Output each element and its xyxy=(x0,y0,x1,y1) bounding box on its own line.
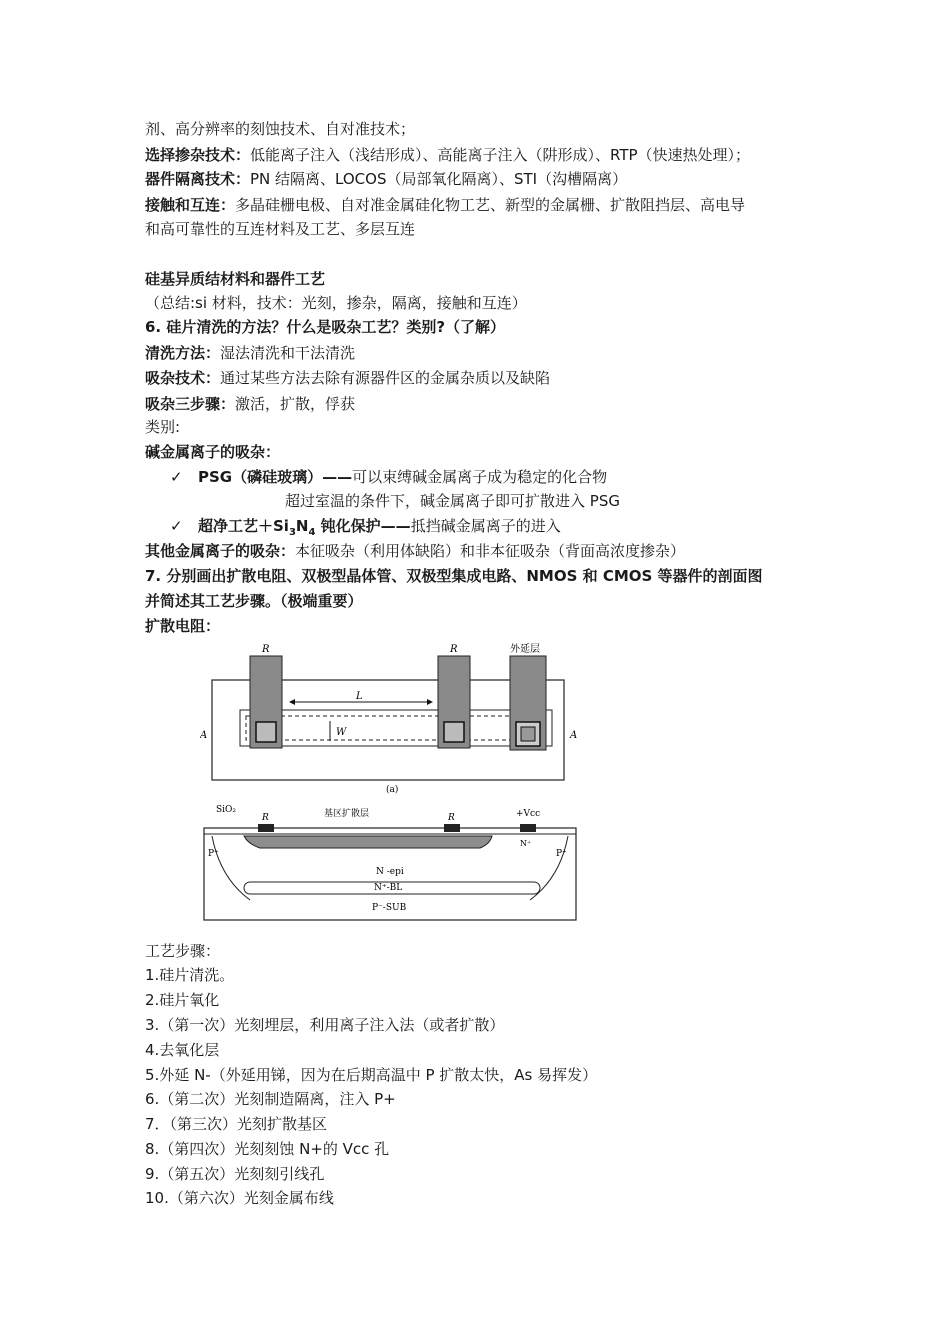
process-step-7: 7．（第三次）光刻扩散基区 xyxy=(145,1115,328,1133)
getter-text: 通过某些方法去除有源器件区的金属杂质以及缺陷 xyxy=(220,369,551,387)
contact-line xyxy=(145,194,745,216)
diffusion-dashed xyxy=(246,716,546,740)
isolation-line xyxy=(145,168,627,190)
r-label-right: R xyxy=(450,644,458,655)
clean-text: 湿法清洗和干法清洗 xyxy=(220,344,356,362)
process-step-3: 3.（第一次）光刻埋层，利用离子注入法（或者扩散） xyxy=(145,1016,505,1034)
a-label-left: A xyxy=(200,730,208,741)
process-step-10: 10.（第六次）光刻金属布线 xyxy=(145,1189,334,1207)
diffused-resistor-figure xyxy=(200,638,590,938)
check-icon: ✓ xyxy=(170,468,183,486)
sio2-label: SiO₂ xyxy=(216,805,237,815)
doping-label: 选择掺杂技术： xyxy=(145,146,251,164)
r-label-cs-right: R xyxy=(448,813,455,823)
process-step-9: 9.（第五次）光刻刻引线孔 xyxy=(145,1165,325,1183)
contact-hole-right xyxy=(444,722,464,742)
r-label-cs-left: R xyxy=(262,813,269,823)
other-line xyxy=(145,540,685,562)
clean-process-text: 抵挡碱金属离子的进入 xyxy=(410,517,561,535)
process-step-1: 1.硅片清洗。 xyxy=(145,966,235,984)
clean-line xyxy=(145,342,355,364)
epi-label: 外延层 xyxy=(510,644,540,655)
process-title: 工艺步骤： xyxy=(145,942,221,960)
nplus-label: N⁺ xyxy=(520,839,532,848)
psg-line xyxy=(170,466,607,488)
psg-text: 可以束缚碱金属离子成为稳定的化合物 xyxy=(352,468,608,486)
process-step-5: 5.外延 N-（外延用锑，因为在后期高温中 P 扩散太快，As 易挥发） xyxy=(145,1066,598,1084)
psub-label: P⁻-SUB xyxy=(372,903,407,913)
process-step-8: 8.（第四次）光刻刻蚀 N+的 Vcc 孔 xyxy=(145,1140,390,1158)
r-pad-right xyxy=(444,824,460,832)
r-pad-left xyxy=(258,824,274,832)
process-step-2: 2.硅片氧化 xyxy=(145,991,220,1009)
contact-line-2: 和高可靠性的互连材料及工艺、多层互连 xyxy=(145,220,416,238)
epi-contact-inner xyxy=(521,727,535,741)
question-6: 6. 硅片清洗的方法？什么是吸杂工艺？类别?（了解） xyxy=(145,318,506,336)
psg-line-2: 超过室温的条件下，碱金属离子即可扩散进入 PSG xyxy=(285,492,620,510)
question-7-line-2: 并简述其工艺步骤。（极端重要） xyxy=(145,592,363,610)
pplus-right-label: P⁺ xyxy=(556,849,567,859)
category-line: 类别: xyxy=(145,418,181,436)
resistor-title: 扩散电阻： xyxy=(145,617,221,635)
contact-hole-left xyxy=(256,722,276,742)
process-step-4: 4.去氧化层 xyxy=(145,1041,220,1059)
contact-label: 接触和互连： xyxy=(145,196,236,214)
other-label: 其他金属离子的吸杂： xyxy=(145,542,296,560)
alkali-title: 碱金属离子的吸杂： xyxy=(145,443,281,461)
psg-bold: PSG（磷硅玻璃）—— xyxy=(198,468,353,486)
base-diffusion xyxy=(244,836,492,848)
process-step-6: 6.（第二次）光刻制造隔离，注入 P+ xyxy=(145,1090,396,1108)
intro-line-0: 剂、高分辨率的刻蚀技术、自对准技术； xyxy=(145,120,416,138)
nbl-label: N⁺-BL xyxy=(374,883,403,893)
isolation-label: 器件隔离技术： xyxy=(145,170,251,188)
r-label-left: R xyxy=(262,644,270,655)
steps-label: 吸杂三步骤： xyxy=(145,395,236,413)
clean-process-bold: 超净工艺$+Si_3N_4$ 钝化保护—— xyxy=(198,517,411,538)
l-label: L xyxy=(356,691,363,702)
question-7-line-1: 7. 分别画出扩散电阻、双极型晶体管、双极型集成电路、NMOS 和 CMOS 等器件的剖面图 xyxy=(145,567,763,585)
nepi-label: N -epi xyxy=(376,867,404,877)
other-text: 本征吸杂（利用体缺陷）和非本征吸杂（背面高浓度掺杂） xyxy=(295,542,686,560)
plan-inner xyxy=(240,710,552,746)
base-layer-label: 基区扩散层 xyxy=(324,809,370,819)
pplus-left-label: P⁺ xyxy=(208,849,219,859)
getter-line xyxy=(145,367,550,389)
a-label-right: A xyxy=(570,730,578,741)
clean-label: 清洗方法： xyxy=(145,344,221,362)
doping-line xyxy=(145,144,750,166)
section-title: 硅基异质结材料和器件工艺 xyxy=(145,270,326,288)
vcc-pad xyxy=(520,824,536,832)
section-summary: （总结:si 材料，技术：光刻，掺杂，隔离，接触和互连） xyxy=(145,294,527,312)
check-icon: ✓ xyxy=(170,517,183,535)
caption-a: (a) xyxy=(386,785,399,795)
vcc-label: +Vcc xyxy=(516,809,541,819)
steps-text: 激活，扩散，俘获 xyxy=(235,395,356,413)
steps-line xyxy=(145,393,355,415)
getter-label: 吸杂技术： xyxy=(145,369,221,387)
contact-text-1: 多晶硅栅电极、自对准金属硅化物工艺、新型的金属栅、扩散阻挡层、高电导 xyxy=(235,196,746,214)
doping-text: 低能离子注入（浅结形成）、高能离子注入（阱形成）、RTP（快速热处理）； xyxy=(250,146,751,164)
isolation-text: PN 结隔离、LOCOS（局部氧化隔离）、STI（沟槽隔离） xyxy=(250,170,628,188)
w-label: W xyxy=(336,727,347,738)
